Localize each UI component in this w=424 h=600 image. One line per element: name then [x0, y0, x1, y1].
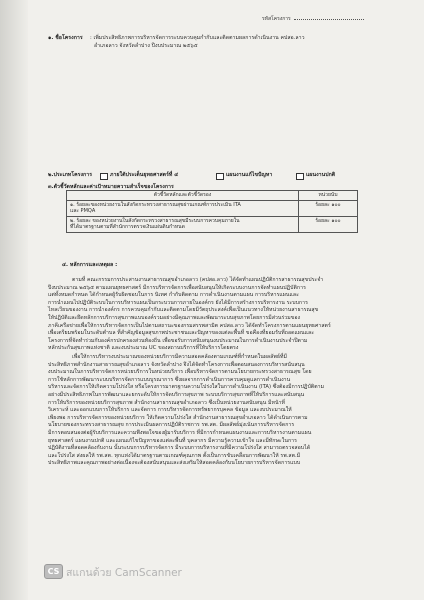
header-indicator: ตัวชี้วัดหลักและตัวชี้วัดรอง	[67, 191, 299, 201]
paragraph-line: เพื่อให้การบริหารงบประมาณของหน่วยบริการมีความสอดคล้องตามเกณฑ์ที่กำหนดในผลลัพธ์ที่มี	[72, 354, 287, 360]
paragraph-line: บริหารและจัดการให้เกิดความโปร่งใส หรือโครงการมาตรฐานความโปร่งใสในการดำเนินงาน (ITA) ซึ่งต้องมีการปฏิบัติตาม	[48, 384, 325, 391]
option-strategic-label: ภายใต้ประเด็นยุทธศาสตร์ที่ ๔	[110, 172, 179, 178]
table-row	[67, 200, 358, 216]
paragraph-line: อย่างมีประสิทธิภาพในการพัฒนาและยกระดับให้การจัดบริการสุขภาพ ระบบบริการสุขภาพที่ให้บริการและสนับสนุน	[48, 392, 305, 398]
project-code-blank	[294, 15, 364, 20]
target-cell: ร้อยละ ๑๐๐	[299, 216, 358, 232]
paragraph-line: นโยบายของกระทรวงสาธารณสุข การประเมินผลการปฏิบัติราชการ รพ.สต. มีผลลัพธ์มุ่งเน้นการบริหารจัดการ	[48, 422, 295, 429]
paragraph-line: ปฏิบัติงานที่สอดคล้องกับงาน นั้นระบบการบริหารจัดการ มีระบบการบริหารงานที่มีความโปร่งใส สามารถตรวจสอบได้	[48, 445, 311, 452]
indicator-cell	[67, 200, 299, 216]
paragraph-line: งบประมาณในการบริหารจัดการหน่วยบริการในหน่วยบริการ เพื่อบริหารจัดการตามนโยบายกระทรวงสาธารณสุข โดย	[48, 369, 312, 376]
paragraph-line: ประสิทธิภาพและคุณภาพอย่างต่อเนื่องจะต้องสนับสนุนและส่งเสริมให้สอดคล้องกับนโยบายการบริหารจัดการแบบ	[48, 460, 301, 467]
paragraph-line: การใช้หลักการพัฒนาระบบบริหารจัดการแบบบูรณาการ ซึ่งผลจากการดำเนินการควบคุมดูแลการดำเนินงาน	[48, 376, 291, 383]
paragraph-line: หลักประกันสุขภาพแห่งชาติ และงบประมาณ UC ของสถานบริการที่ให้บริการโดยตรง	[48, 345, 239, 352]
paragraph-line: ประสิทธิภาพสำนักงานสาธารณสุขอำเภอลาว จังหวัดลำปาง จึงได้จัดทำโครงการเพื่อตอบสนองการบริหารสนับสนุน	[48, 361, 305, 368]
indicator-text: ๑. ร้อยละของหน่วยงานในสังกัดกระทรวงสาธารณสุขผ่านเกณฑ์การประเมิน ITA	[70, 201, 241, 208]
table-row	[67, 216, 358, 232]
header-target: หน่วยนับ	[299, 191, 358, 201]
section4-heading: ๔. หลักการและเหตุผล :	[62, 262, 118, 268]
checkbox-regular	[296, 173, 304, 180]
option-regular-label: แผนงานปกติ	[306, 172, 336, 178]
paragraph-line: ให้ปฏิบัติและยึดหลักการบริการสุขภาพแบบองค์รวมอย่างมีคุณภาพและพัฒนาระบบสุขภาพโดยการมีส่วนร่วมของ	[48, 315, 301, 321]
paragraph-line: มีการตอบสนองต่อผู้รับบริการและความพึงพอใจของผู้มารับบริการ ที่มีการกำหนดแผนงานและการบริหารงานตามแผน	[48, 430, 312, 436]
target-cell: ร้อยละ ๑๐๐	[299, 200, 358, 216]
page-edge-shadow	[0, 0, 28, 600]
section1-heading: ๑. ชื่อโครงการ	[48, 35, 83, 41]
indicator-text-cont: และ PMQA	[70, 208, 96, 215]
paragraph-line: โครงการที่จัดทำร่วมกับองค์กรปกครองส่วนท้องถิ่น เพื่อขอรับการสนับสนุนงบประมาณในการดำเนินงานประจำปีตาม	[48, 337, 308, 344]
indicator-text: ๒. ร้อยละ ของหน่วยงานในสังกัดกระทรวงสาธารณสุขมีระบบการควบคุมภายใน	[70, 217, 240, 224]
indicator-cell	[67, 216, 299, 232]
paragraph-line: วิเคราะห์ และออกแบบการให้บริการ และจัดการ การบริหารจัดการทรัพยากรบุคคล ข้อมูล และงบประมาณให้	[48, 407, 292, 414]
checkbox-problem-solving	[216, 173, 224, 180]
indicator-table	[66, 190, 358, 233]
section3-heading: ๓.ตัวชี้วัดหลักและค่าเป้าหมายความสำเร็จของโครงการ	[48, 184, 174, 190]
paragraph-line: การนำแผนไปปฏิบัติระบบในการบริหารแผนเป็นกระบวนการภายในองค์กร ยังได้มีการสร้างการบริหารงาน ระบบการ	[48, 299, 308, 306]
camscanner-watermark-text: สแกนด้วย CamScanner	[66, 567, 182, 579]
paragraph-line: เพียงพอ การบริหารจัดการของหน่วยบริการ ให้เกิดความโปร่งใส สำนักงานสาธารณสุขอำเภอลาว ได้ดำเนินการตาม	[48, 414, 308, 421]
paragraph-line: และโปร่งใส ส่งผลให้ รพ.สต. ทุกแห่งได้มาตรฐานตามเกณฑ์คุณภาพ ตั้งเป็นการขับเคลื่อนการพัฒนาให้ รพ.สต.มี	[48, 452, 301, 459]
project-name-line1: : เพิ่มประสิทธิภาพการบริหารจัดการระบบควบคุมกำกับและติดตามผลการดำเนินงาน คปสอ.ลาว	[90, 35, 305, 41]
paragraph-line: ยุทธศาสตร์ แผนงานปกติ และแผนแก้ไขปัญหาของแต่ละพื้นที่ บุคลากร มีความรู้ความเข้าใจ และมีทักษะในการ	[48, 437, 297, 444]
paragraph-line: ภาคีเครือข่ายเพื่อให้การบริหารจัดการเป็นไปตามสถานะของกรมสรรพสามิต คปสอ.ลาว ได้จัดทำโครงการตามแผนยุทธศาสตร์	[48, 322, 331, 329]
project-code-field	[262, 15, 364, 23]
indicator-table-header	[67, 191, 358, 201]
option-problem-solving-label: แผนงานแก้ไขปัญหา	[226, 172, 273, 178]
indicator-text-cont: ที่ได้มาตรฐานตามที่สำนักการตรวจเงินแผ่นดินกำหนด	[70, 224, 185, 231]
project-name-line2: อำเภอลาว จังหวัดลำปาง ปีงบประมาณ ๒๕๖๕	[94, 43, 198, 49]
camscanner-logo: CS	[44, 564, 63, 579]
checkbox-strategic	[100, 173, 108, 180]
project-code-label: รหัสโครงการ	[262, 16, 291, 22]
paragraph-line: เพื่อเตรียมพร้อมในระดับตำบล ที่สำคัญข้อมูลสุขภาพประชาชนและปัญหาของแต่ละพื้นที่ ขอคืองที่ยอมรับที่ถอดแผนและ	[48, 330, 315, 337]
paragraph-line: การให้บริการของหน่วยบริการสุขภาพ สำนักงานสาธารณสุขอำเภอลาว ซึ่งเป็นหน่วยงานสนับสนุน มีหน้าที่	[48, 399, 285, 406]
paragraph-line: ตามที่ คณะกรรมการประสานงานสาธารณสุขอำเภอลาว (คปสอ.ลาว) ได้จัดทำแผนปฏิบัติการสาธารณสุขประจำ	[72, 277, 324, 283]
section2-heading: ๒.ประเภทโครงการ	[48, 172, 93, 178]
paragraph-line: ปีงบประมาณ ๒๕๖๕ ตามแผนยุทธศาสตร์ มีการบริหารจัดการเพื่อสนับสนุนให้เกิดระบบงานการจัดทำแผนปฏิบัติการ	[48, 284, 306, 291]
paragraph-line: แต่ทั้งหมดกำหนด ได้กำหนดผู้รับผิดชอบในการ นิเทศ กำกับติดตาม การดำเนินงานตามแผน การบริหารแผนและ	[48, 292, 299, 299]
paragraph-line: ไหลเวียนของงาน การนำองค์กร การควบคุมกำกับและติดตามโดยมีวัตถุประสงค์เพื่อเป็นแนวทางให้หน่วยงานสาธารณสุข	[48, 307, 319, 314]
